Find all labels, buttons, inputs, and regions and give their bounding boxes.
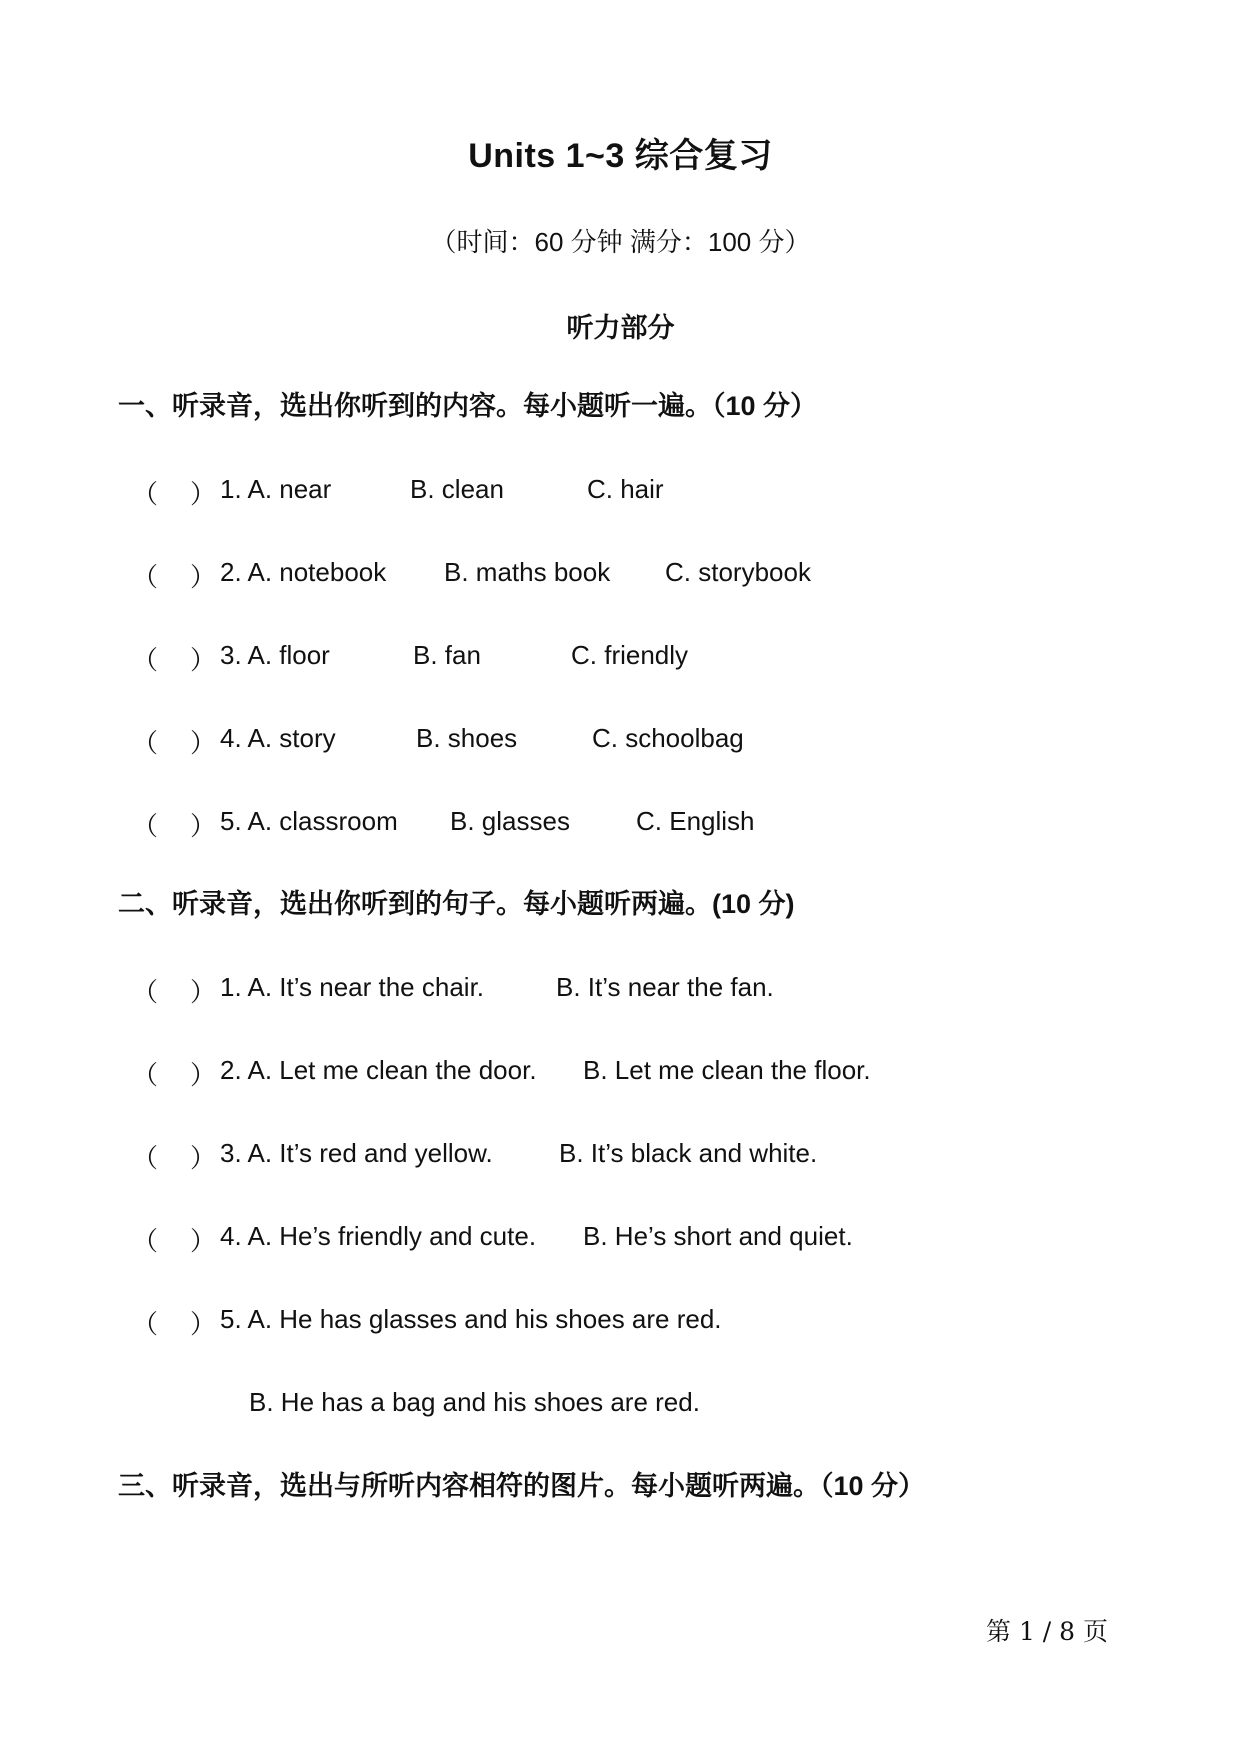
option-b: B. fan (413, 640, 481, 670)
answer-paren-open[interactable]: （ (132, 479, 159, 509)
answer-paren-open[interactable]: （ (132, 562, 159, 592)
answer-paren-close: ） (190, 811, 217, 841)
answer-paren-open[interactable]: （ (132, 1143, 159, 1173)
exam-title: Units 1~3 综合复习 (468, 137, 773, 175)
option-b: B. It’s black and white. (559, 1138, 818, 1168)
option-b: B. clean (410, 474, 504, 504)
answer-paren-open[interactable]: （ (132, 728, 159, 758)
answer-paren-open[interactable]: （ (132, 977, 159, 1007)
section-heading-3: 三、听录音，选出与所听内容相符的图片。每小题听两遍。（10 分） (118, 1471, 926, 1501)
option-b: B. maths book (444, 557, 611, 587)
option-c: C. hair (587, 474, 664, 504)
option-a: 3. A. It’s red and yellow. (220, 1138, 493, 1168)
option-a: 4. A. He’s friendly and cute. (220, 1221, 537, 1251)
section-heading-1: 一、听录音，选出你听到的内容。每小题听一遍。（10 分） (118, 391, 818, 421)
option-c: C. English (636, 806, 755, 836)
option-c: C. schoolbag (592, 723, 744, 753)
option-a: 4. A. story (220, 723, 336, 753)
answer-paren-close: ） (190, 1226, 217, 1256)
part-title: 听力部分 (566, 313, 675, 343)
answer-paren-close: ） (190, 1309, 217, 1339)
option-b: B. glasses (450, 806, 570, 836)
option-b: B. Let me clean the floor. (583, 1055, 871, 1085)
answer-paren-close: ） (190, 1143, 217, 1173)
answer-paren-open[interactable]: （ (132, 1060, 159, 1090)
answer-paren-close: ） (190, 1060, 217, 1090)
answer-paren-close: ） (190, 562, 217, 592)
answer-paren-open[interactable]: （ (132, 811, 159, 841)
option-a: 2. A. Let me clean the door. (220, 1055, 537, 1085)
option-a: 3. A. floor (220, 640, 330, 670)
answer-paren-close: ） (190, 645, 217, 675)
option-b: B. He has a bag and his shoes are red. (249, 1387, 700, 1417)
page-number: 第 1 / 8 页 (986, 1617, 1109, 1646)
answer-paren-open[interactable]: （ (132, 645, 159, 675)
option-a: 2. A. notebook (220, 557, 387, 587)
option-b: B. He’s short and quiet. (583, 1221, 853, 1251)
option-a: 1. A. It’s near the chair. (220, 972, 485, 1002)
answer-paren-open[interactable]: （ (132, 1309, 159, 1339)
option-b: B. shoes (416, 723, 518, 753)
answer-paren-open[interactable]: （ (132, 1226, 159, 1256)
exam-subtitle: （时间：60 分钟 满分：100 分） (430, 227, 811, 257)
option-a: 1. A. near (220, 474, 332, 504)
answer-paren-close: ） (190, 479, 217, 509)
option-c: C. friendly (571, 640, 689, 670)
section-heading-2: 二、听录音，选出你听到的句子。每小题听两遍。(10 分) (118, 889, 795, 919)
option-b: B. It’s near the fan. (556, 972, 774, 1002)
answer-paren-close: ） (190, 977, 217, 1007)
option-a: 5. A. He has glasses and his shoes are red. (220, 1304, 722, 1334)
option-c: C. storybook (665, 557, 811, 587)
answer-paren-close: ） (190, 728, 217, 758)
option-a: 5. A. classroom (220, 806, 398, 836)
